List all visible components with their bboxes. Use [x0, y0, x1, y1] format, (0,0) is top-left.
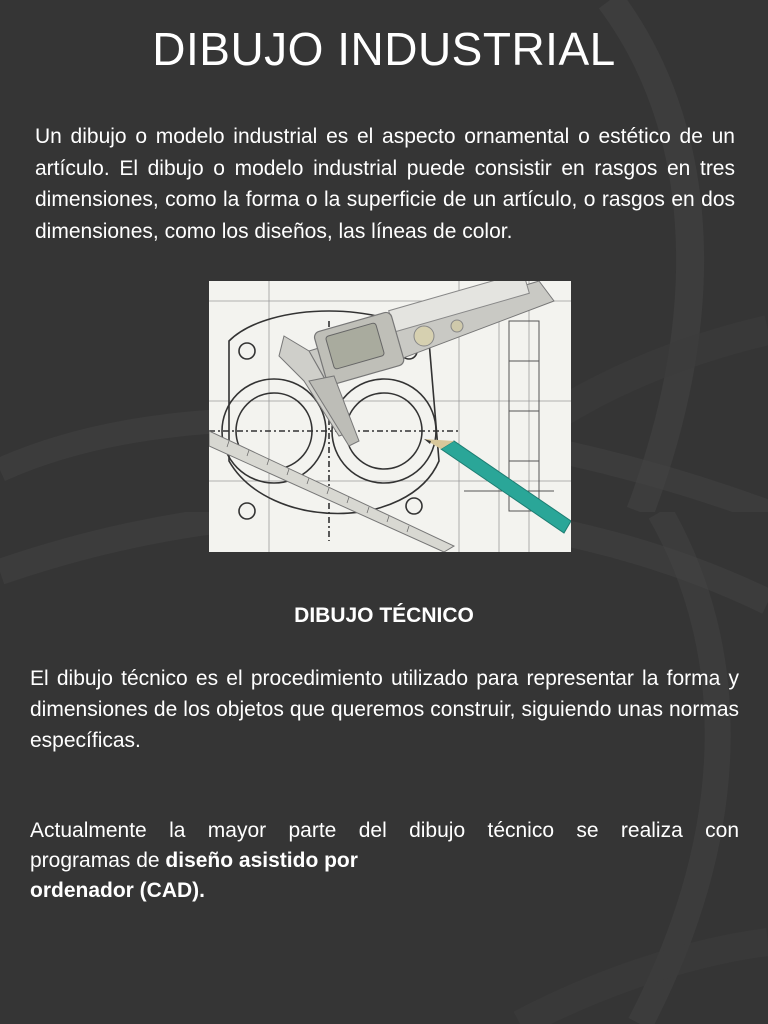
slide-dibujo-tecnico [0, 512, 768, 1024]
cad-term-part1: diseño asistido por [165, 849, 358, 872]
intro-paragraph: Un dibujo o modelo industrial es el aspecto ornamental o estético de un artículo. El dibujo o modelo industrial puede consistir en rasgos en tres dimensiones, como la forma o la superficie de un artículo, o rasgos en dos dimensiones, como los diseños, las líneas de color. [35, 125, 735, 243]
cad-paragraph-line1: Actualmente la mayor parte del dibujo técnico se realiza con [30, 819, 739, 842]
background-arcs [0, 512, 768, 1024]
technical-drawing-image [209, 281, 571, 552]
slide-title: DIBUJO INDUSTRIAL [152, 23, 616, 75]
section-heading: DIBUJO TÉCNICO [294, 604, 474, 627]
cad-paragraph-prefix: programas de [30, 849, 166, 872]
cad-paragraph [30, 816, 739, 906]
cad-term-part2: ordenador (CAD). [30, 879, 205, 902]
definition-paragraph: El dibujo técnico es el procedimiento utilizado para representar la forma y dimensiones de los objetos que queremos construir, siguiendo unas normas específicas. [30, 667, 739, 752]
